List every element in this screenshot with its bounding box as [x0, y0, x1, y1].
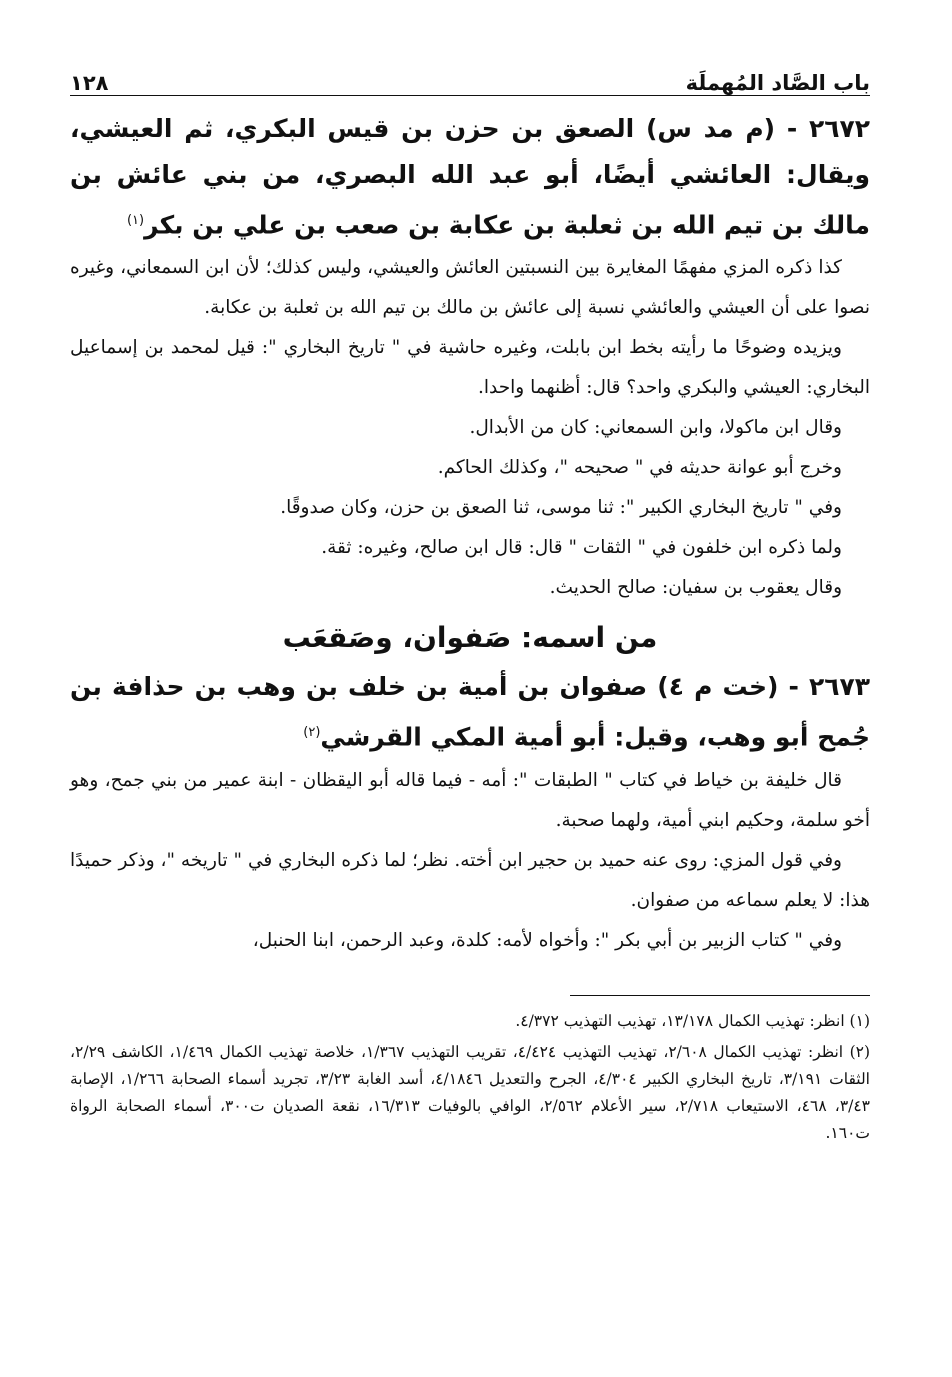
entry-heading-text: ٢٦٧٣ - (خت م ٤) صفوان بن أمية بن خلف بن وهب بن حذافة بن جُمح أبو وهب، وقيل: أبو أمية المكي القرشي — [70, 672, 870, 752]
paragraph: وفي " كتاب الزبير بن أبي بكر ": وأخواه لأمه: كلدة، وعبد الرحمن، ابنا الحنبل، — [252, 929, 842, 951]
footnote-divider — [570, 995, 870, 996]
entry-heading-2673 — [70, 664, 870, 760]
header-section-title: باب الصَّاد المُهملَة — [685, 71, 870, 95]
book-page — [70, 55, 870, 1151]
paragraph: وفي قول المزي: روى عنه حميد بن حجير ابن أخته. نظر؛ لما ذكره البخاري في " تاريخه "، وذكر حميدًا هذا: لا يعلم سماعه من صفوان. — [70, 849, 870, 911]
footnote-1: (١) انظر: تهذيب الكمال ١٣/١٧٨، تهذيب التهذيب ٤/٣٧٢. — [515, 1011, 870, 1030]
footnote-ref-2: (٢) — [303, 725, 321, 741]
paragraph: كذا ذكره المزي مفهمًا المغايرة بين النسبتين العائش والعيشي، وليس كذلك؛ لأن ابن السمعاني، وغيره نصوا على أن العيشي والعائشي نسبة إلى عائش بن مالك بن تيم الله بن ثعلبة بن عكابة. — [70, 257, 870, 319]
page-number: ١٢٨ — [70, 71, 109, 95]
running-header — [70, 55, 870, 96]
paragraph: وخرج أبو عوانة حديثه في " صحيحه "، وكذلك الحاكم. — [437, 457, 842, 479]
paragraph: قال خليفة بن خياط في كتاب " الطبقات ": أمه - فيما قاله أبو اليقظان - ابنة عمير من بني جمح، وهو أخو سلمة، وحكيم ابني أمية، ولهما صحبة. — [70, 769, 870, 831]
paragraph: وقال ابن ماكولا، وابن السمعاني: كان من الأبدال. — [469, 417, 842, 439]
footnote-2: (٢) انظر: تهذيب الكمال ٢/٦٠٨، تهذيب التهذيب ٤/٤٢٤، تقريب التهذيب ١/٣٦٧، خلاصة تهذيب الكمال ١/٤٦٩، الكاشف ٢/٢٩، الثقات ٣/١٩١، تاريخ البخاري الكبير ٤/٣٠٤، الجرح والتعديل ٤/١٨٤٦، أسد الغابة ٣/٢٣، تجريد أسماء الصحابة ١/٢٦٦، الإصابة ٣/٤٣، ٤٦٨، الاستيعاب ٢/٧١٨، سير الأعلام ٢/٥٦٢، الوافي بالوفيات ١٦/٣١٣، نقعة الصديان ت٣٠٠، أسماء الصحابة الرواة ت١٦٠. — [70, 1042, 871, 1142]
paragraph: ويزيده وضوحًا ما رأيته بخط ابن بابلت، وغيره حاشية في " تاريخ البخاري ": قيل لمحمد بن إسماعيل البخاري: العيشي والبكري واحد؟ قال: أظنهما واحدا. — [70, 337, 870, 399]
section-title: من اسمه: صَفوان، وصَقعَب — [282, 621, 658, 655]
paragraph: وقال يعقوب بن سفيان: صالح الحديث. — [549, 577, 842, 599]
footnotes — [70, 1008, 870, 1147]
entry-heading-text: ٢٦٧٢ - (م مد س) الصعق بن حزن بن قيس البكري، ثم العيشي، ويقال: العائشي أيضًا، أبو عبد الله البصري، من بني عائش بن مالك بن تيم الله بن ثعلبة بن عكابة بن صعب بن علي بن بكر — [70, 114, 870, 240]
footnote-ref-1: (١) — [126, 213, 145, 228]
entry-heading-2672 — [70, 106, 870, 248]
paragraph: ولما ذكره ابن خلفون في " الثقات " قال: قال ابن صالح، وغيره: ثقة. — [321, 537, 842, 559]
paragraph: وفي " تاريخ البخاري الكبير ": ثنا موسى، ثنا الصعق بن حزن، وكان صدوقًا. — [280, 497, 842, 519]
